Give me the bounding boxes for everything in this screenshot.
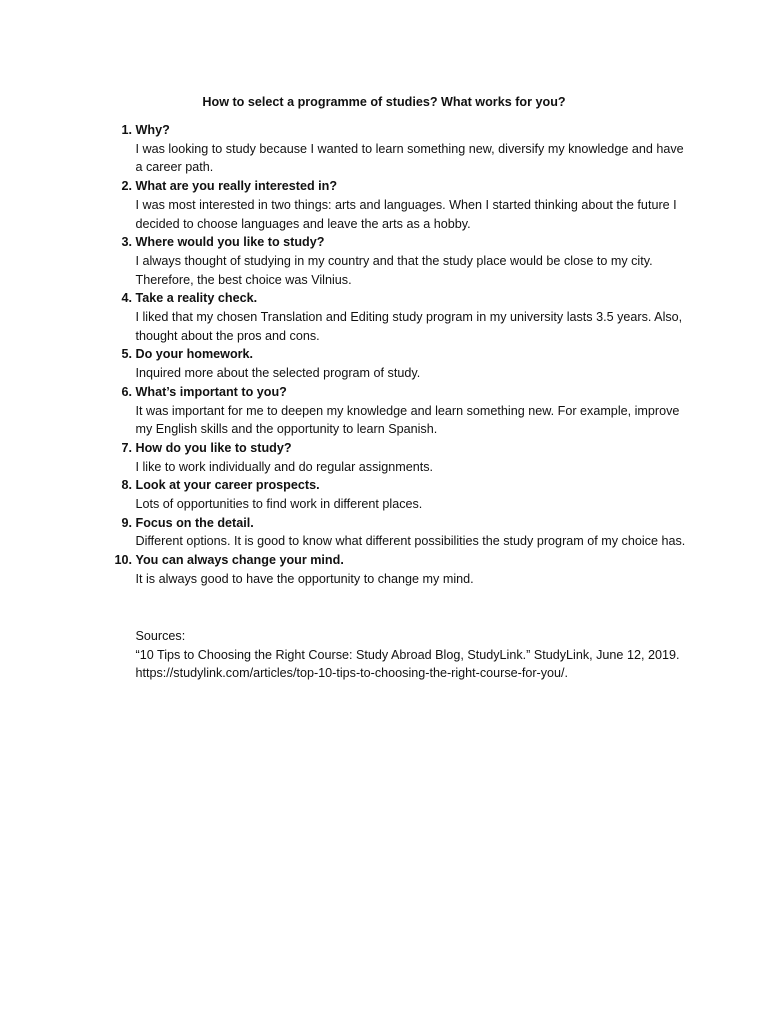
item-answer: Different options. It is good to know what different possibilities the study program of my choice has. bbox=[135, 534, 686, 549]
item-answer: It was important for me to deepen my knowledge and learn something new. For example, improve my English skills and the opportunity to learn Spanish. bbox=[135, 403, 680, 437]
list-item bbox=[106, 439, 686, 476]
sources-section bbox=[136, 627, 696, 683]
item-number: 1. bbox=[121, 123, 132, 137]
item-question: Look at your career prospects. bbox=[135, 478, 320, 493]
item-number: 2. bbox=[121, 179, 132, 194]
list-item bbox=[106, 514, 686, 551]
sources-heading: Sources: bbox=[135, 629, 186, 643]
item-answer: I like to work individually and do regular assignments. bbox=[135, 459, 434, 474]
list-item bbox=[106, 121, 686, 177]
document-title: How to select a programme of studies? What works for you? bbox=[202, 95, 566, 109]
numbered-list bbox=[106, 121, 686, 589]
item-answer: I liked that my chosen Translation and Editing study program in my university lasts 3.5 years. Also, thought about the pros and cons. bbox=[135, 310, 683, 343]
sources-citation: “10 Tips to Choosing the Right Course: Study Abroad Blog, StudyLink.” StudyLink, June 12, 2019. bbox=[135, 647, 680, 662]
item-question: Focus on the detail. bbox=[135, 515, 254, 530]
item-number: 3. bbox=[121, 235, 132, 250]
item-number: 10. bbox=[114, 553, 132, 568]
item-answer: It is always good to have the opportunity to change my mind. bbox=[135, 571, 474, 586]
item-question: What are you really interested in? bbox=[135, 179, 338, 194]
list-item bbox=[106, 177, 686, 233]
list-item bbox=[106, 233, 686, 289]
list-item bbox=[106, 383, 686, 439]
list-item bbox=[106, 551, 686, 588]
list-item bbox=[106, 289, 686, 345]
item-question: What’s important to you? bbox=[135, 384, 287, 399]
item-question: Take a reality check. bbox=[135, 291, 258, 306]
item-question: Where would you like to study? bbox=[135, 235, 325, 250]
item-answer: I was looking to study because I wanted to learn something new, diversify my knowledge and have a career path. bbox=[135, 141, 684, 175]
item-number: 6. bbox=[121, 384, 132, 399]
item-number: 8. bbox=[121, 478, 132, 493]
list-item bbox=[106, 345, 686, 382]
list-item bbox=[106, 476, 686, 513]
item-question: Do your homework. bbox=[135, 347, 254, 362]
item-answer: I was most interested in two things: arts and languages. When I started thinking about the future I decided to choose languages and leave the arts as a hobby. bbox=[135, 197, 677, 231]
item-answer: I always thought of studying in my country and that the study place would be close to my city. Therefore, the best choice was Vilnius. bbox=[135, 253, 653, 287]
item-number: 4. bbox=[121, 291, 132, 306]
item-question: You can always change your mind. bbox=[135, 553, 344, 568]
item-answer: Lots of opportunities to find work in different places. bbox=[135, 497, 423, 512]
item-question: Why? bbox=[135, 123, 170, 137]
item-number: 7. bbox=[121, 440, 132, 455]
item-number: 9. bbox=[121, 515, 132, 530]
item-number: 5. bbox=[121, 347, 132, 362]
sources-url: https://studylink.com/articles/top-10-tips-to-choosing-the-right-course-for-you/. bbox=[135, 666, 569, 681]
item-answer: Inquired more about the selected program of study. bbox=[135, 366, 421, 381]
item-question: How do you like to study? bbox=[135, 440, 292, 455]
